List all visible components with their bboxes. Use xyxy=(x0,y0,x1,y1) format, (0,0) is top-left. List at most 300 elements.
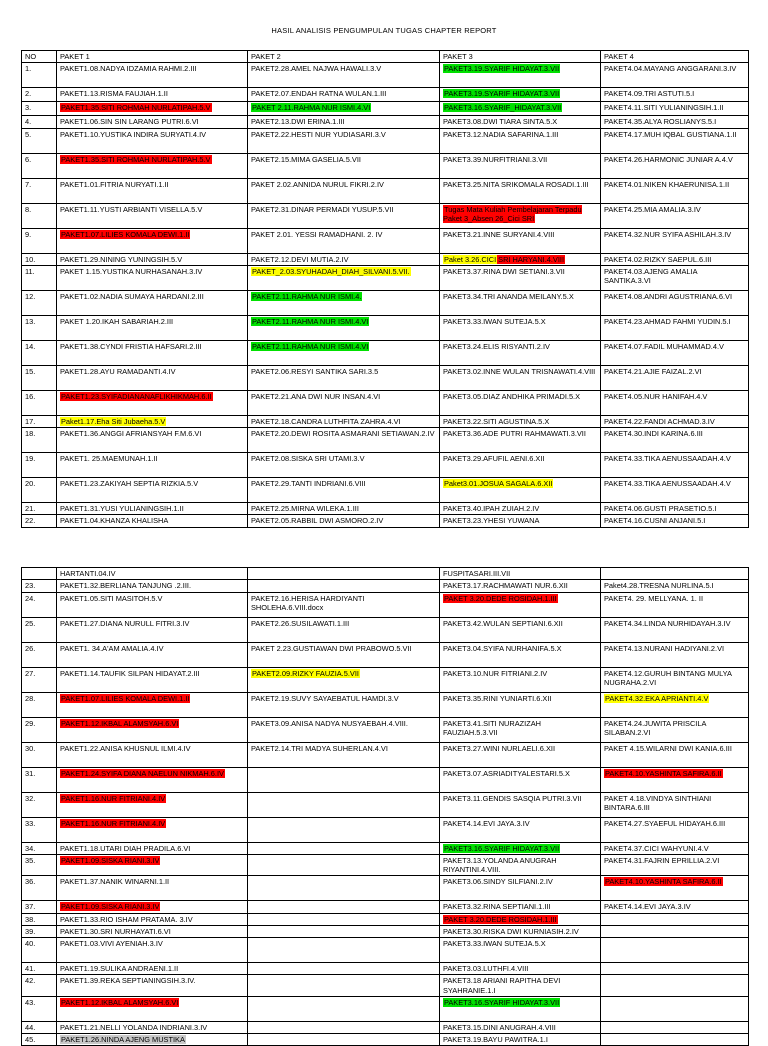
cell-text: PAKET1.09.SISKA RIANI.3.IV xyxy=(61,855,160,865)
cell-text: PAKET1.01.FITRIA NURYATI.1.II xyxy=(60,179,169,189)
table-row xyxy=(22,592,749,617)
cell-text: PAKET1.36.ANGGI AFRIANSYAH F.M.6.VI xyxy=(60,429,202,438)
cell-text: PAKET 3.20.DEDE ROSIDAH.1.III xyxy=(444,914,557,924)
cell-paket-4 xyxy=(601,580,749,592)
cell-text: PAKET2.21.ANA DWI NUR INSAN.4.VI xyxy=(251,391,381,401)
cell-paket-1 xyxy=(57,515,248,527)
cell-text: PAKET1.35.SITI ROHMAH NURLATIPAH.5.V xyxy=(61,103,211,113)
row-number: 21. xyxy=(22,503,57,515)
row-number: 20. xyxy=(22,478,57,503)
cell-paket-1 xyxy=(57,128,248,153)
cell-text: PAKET3.36.ADE PUTRI RAHMAWATI.3.VII xyxy=(443,429,586,438)
row-number xyxy=(22,568,57,580)
row-number: 29. xyxy=(22,717,57,742)
cell-paket-4 xyxy=(601,901,749,913)
cell-paket-2 xyxy=(248,901,440,913)
cell-paket-4 xyxy=(601,178,749,203)
cell-text: PAKET3.05.DIAZ ANDHIKA PRIMADI.5.X xyxy=(443,391,581,401)
cell-paket-2 xyxy=(248,415,440,427)
cell-paket-2 xyxy=(248,253,440,265)
cell-text: PAKET4.35.ALYA ROSLIANYS.5.I xyxy=(604,117,717,127)
cell-paket-1 xyxy=(57,975,248,997)
header-paket-2: PAKET 2 xyxy=(248,51,440,63)
cell-text: PAKET4.09.TRI ASTUTI.5.I xyxy=(604,89,695,99)
cell-text: PAKET2.07.ENDAH RATNA WULAN.1.III xyxy=(251,89,387,99)
cell-paket-3 xyxy=(440,128,601,153)
cell-paket-3 xyxy=(440,717,601,742)
cell-text: PAKET2.11.RAHMA NUR ISMI.4.VI xyxy=(252,316,369,326)
cell-paket-4 xyxy=(601,667,749,692)
table-row xyxy=(22,315,749,340)
header-no: NO xyxy=(22,51,57,63)
row-number: 24. xyxy=(22,592,57,617)
cell-paket-4 xyxy=(601,290,749,315)
cell-text: PAKET1.18.UTARI DIAH PRADILA.6.VI xyxy=(60,843,191,853)
cell-text: PAKET4.16.CUSNI ANJANI.5.I xyxy=(604,516,706,526)
cell-text: PAKET4.04.MAYANG ANGGARANI.3.IV xyxy=(604,64,737,74)
cell-paket-1 xyxy=(57,842,248,854)
table-row xyxy=(22,642,749,667)
cell-text: PAKET4.14.EVI JAYA.3.IV xyxy=(604,902,691,912)
cell-paket-3 xyxy=(440,842,601,854)
cell-paket-4 xyxy=(601,1034,749,1046)
cell-text: PAKET2.15.MIMA GASELIA.5.VII xyxy=(251,154,361,164)
table-row xyxy=(22,178,749,203)
row-number: 30. xyxy=(22,742,57,767)
cell-text: PAKET 2.01. YESSI RAMADHANI. 2. IV xyxy=(251,229,383,239)
cell-paket-1 xyxy=(57,478,248,503)
cell-text: PAKET3.35.RINI YUNIARTI.6.XII xyxy=(443,693,552,703)
cell-paket-4 xyxy=(601,453,749,478)
cell-paket-1 xyxy=(57,453,248,478)
cell-text: PAKET1.02.NADIA SUMAYA HARDANI.2.III xyxy=(60,291,204,301)
table-row xyxy=(22,253,749,265)
table-row xyxy=(22,290,749,315)
cell-text: PAKET2.29.TANTI INDRIANI.6.VIII xyxy=(251,479,366,488)
cell-text: PAKET1.27.DIANA NURULL FITRI.3.IV xyxy=(60,618,190,628)
row-number: 31. xyxy=(22,767,57,792)
cell-text: PAKET1.24.SYIFA DIANA NAELUN NIKMAH.6.IV xyxy=(61,768,224,778)
row-number: 3. xyxy=(22,102,57,116)
cell-text: PAKET4.32.EKA APRIANTI.4.V xyxy=(605,693,709,703)
cell-paket-1 xyxy=(57,253,248,265)
row-number: 22. xyxy=(22,515,57,527)
cell-paket-1 xyxy=(57,938,248,963)
cell-paket-4 xyxy=(601,228,749,253)
cell-text: PAKET 4.18.VINDYA SINTHIANI BINTARA.6.III xyxy=(604,793,712,812)
cell-paket-2 xyxy=(248,340,440,365)
cell-paket-4 xyxy=(601,415,749,427)
cell-paket-3 xyxy=(440,817,601,842)
cell-text: PAKET4.07.FADIL MUHAMMAD.4.V xyxy=(604,341,724,351)
cell-text: PAKET1.07.LILIES KOMALA DEWI.1.II xyxy=(61,693,190,703)
cell-text: PAKET4. 29. MELLYANA. 1. II xyxy=(604,593,703,603)
cell-paket-3 xyxy=(440,667,601,692)
cell-paket-4 xyxy=(601,515,749,527)
cell-paket-2 xyxy=(248,913,440,925)
row-number: 38. xyxy=(22,913,57,925)
cell-text: PAKET1.28.AYU RAMADANTI.4.IV xyxy=(60,366,176,376)
cell-paket-2 xyxy=(248,817,440,842)
cell-text: PAKET4.06.GUSTI PRASETIO.5.I xyxy=(604,504,717,513)
cell-paket-3 xyxy=(440,453,601,478)
cell-paket-3 xyxy=(440,876,601,901)
cell-paket-2 xyxy=(248,642,440,667)
cell-paket-1 xyxy=(57,153,248,178)
cell-paket-4 xyxy=(601,340,749,365)
cell-paket-3 xyxy=(440,153,601,178)
cell-text: PAKET4.08.ANDRI AGUSTRIANA.6.VI xyxy=(604,291,733,301)
cell-paket-1 xyxy=(57,742,248,767)
table-row xyxy=(22,742,749,767)
cell-paket-2 xyxy=(248,667,440,692)
cell-text: PAKET1.11.YUSTI ARBIANTI VISELLA.5.V xyxy=(60,204,203,214)
cell-text: PAKET 4.15.WILARNI DWI KANIA.6.III xyxy=(604,743,732,753)
cell-text: PAKET3.30.RISKA DWI KURNIASIH.2.IV xyxy=(443,926,579,936)
cell-paket-4 xyxy=(601,1021,749,1033)
row-number: 44. xyxy=(22,1021,57,1033)
cell-paket-1 xyxy=(57,925,248,937)
cell-paket-2 xyxy=(248,390,440,415)
cell-text: PAKET4.11.SITI YULIANINGSIH.1.II xyxy=(604,103,724,113)
cell-text: PAKET4.17.MUH IQBAL GUSTIANA.1.II xyxy=(604,129,737,139)
table-row xyxy=(22,365,749,390)
table-row xyxy=(22,453,749,478)
cell-paket-4 xyxy=(601,315,749,340)
cell-paket-3 xyxy=(440,938,601,963)
cell-text: PAKET3.08.DWI TIARA SINTA.5.X xyxy=(443,117,558,127)
cell-text: PAKET 2.02.ANNIDA NURUL FIKRI.2.IV xyxy=(251,179,384,189)
cell-paket-1 xyxy=(57,428,248,453)
cell-paket-1 xyxy=(57,116,248,128)
cell-paket-1 xyxy=(57,503,248,515)
cell-paket-2 xyxy=(248,63,440,88)
cell-text: PAKET3.17.RACHMAWATI NUR.6.XII xyxy=(443,581,568,591)
cell-text: PAKET3.13.YOLANDA ANUGRAH RIYANTINI.4.VIII. xyxy=(443,855,557,874)
cell-paket-2 xyxy=(248,742,440,767)
row-number: 13. xyxy=(22,315,57,340)
cell-text: PAKET2.18.CANDRA LUTHFITA ZAHRA.4.VI xyxy=(251,416,401,426)
cell-text: HARTANTI.04.IV xyxy=(60,569,116,578)
cell-text: PAKET4.01.NIKEN KHAERUNISA.1.II xyxy=(604,179,730,189)
cell-paket-1 xyxy=(57,792,248,817)
cell-paket-2 xyxy=(248,178,440,203)
cell-paket-3 xyxy=(440,925,601,937)
cell-paket-4 xyxy=(601,390,749,415)
row-number: 14. xyxy=(22,340,57,365)
cell-text: PAKET1.05.SITI MASITOH.5.V xyxy=(60,593,163,603)
cell-text: PAKET2.28.AMEL NAJWA HAWALI.3.V xyxy=(251,64,382,74)
cell-text: PAKET1.21.NELLI YOLANDA INDRIANI.3.IV xyxy=(60,1022,208,1032)
cell-paket-2 xyxy=(248,128,440,153)
table-header-row xyxy=(22,51,749,63)
cell-paket-3 xyxy=(440,253,601,265)
cell-text: PAKET3.07.ASRIADITYALESTARI.5.X xyxy=(443,768,570,778)
cell-paket-2 xyxy=(248,617,440,642)
cell-text: PAKET 3.20.DEDE ROSIDAH.1.III xyxy=(444,593,557,603)
cell-paket-2 xyxy=(248,717,440,742)
cell-paket-1 xyxy=(57,63,248,88)
cell-text: PAKET4.33.TIKA AENUSSAADAH.4.V xyxy=(604,479,731,488)
cell-paket-3 xyxy=(440,178,601,203)
cell-text: PAKET3.25.NITA SRIKOMALA ROSADI.1.III xyxy=(443,179,589,189)
table-row xyxy=(22,692,749,717)
cell-paket-2 xyxy=(248,580,440,592)
cell-text: PAKET 2.23.GUSTIAWAN DWI PRABOWO.5.VII xyxy=(251,643,412,653)
cell-paket-1 xyxy=(57,817,248,842)
cell-paket-1 xyxy=(57,580,248,592)
cell-text: PAKET3.16.SYARIF_HIDAYAT.3.VII xyxy=(444,103,562,113)
row-number: 9. xyxy=(22,228,57,253)
cell-paket-2 xyxy=(248,228,440,253)
cell-paket-3 xyxy=(440,290,601,315)
cell-paket-1 xyxy=(57,265,248,290)
cell-text: PAKET4.25.MIA AMALIA.3.IV xyxy=(604,204,701,214)
table-row xyxy=(22,1021,749,1033)
cell-paket-1 xyxy=(57,1021,248,1033)
row-number: 41. xyxy=(22,963,57,975)
cell-paket-4 xyxy=(601,265,749,290)
cell-text: PAKET3.33.IWAN SUTEJA.5.X xyxy=(443,316,546,326)
cell-paket-4 xyxy=(601,88,749,102)
cell-paket-3 xyxy=(440,1034,601,1046)
cell-text: PAKET1.13.RISMA FAUJIAH.1.II xyxy=(60,89,168,99)
cell-paket-3 xyxy=(440,88,601,102)
cell-text: PAKET4.34.LINDA NURHIDAYAH.3.IV xyxy=(604,618,731,628)
cell-paket-2 xyxy=(248,265,440,290)
cell-paket-1 xyxy=(57,102,248,116)
cell-text: PAKET1.37.NANIK WINARNI.1.II xyxy=(60,877,170,887)
table-row xyxy=(22,265,749,290)
cell-text: PAKET2.16.HERISA HARDIYANTI SHOLEHA.6.VIII.docx xyxy=(251,593,365,612)
cell-paket-2 xyxy=(248,290,440,315)
cell-paket-3 xyxy=(440,913,601,925)
row-number: 42. xyxy=(22,975,57,997)
cell-paket-2 xyxy=(248,515,440,527)
cell-text: PAKET1.07.LILIES KOMALA DEWI.1.II xyxy=(61,229,190,239)
cell-text: PAKET1.31.YUSI YULIANINGSIH.1.II xyxy=(60,504,184,513)
document-title: HASIL ANALISIS PENGUMPULAN TUGAS CHAPTER REPORT xyxy=(271,26,497,35)
cell-paket-4 xyxy=(601,102,749,116)
row-number: 2. xyxy=(22,88,57,102)
cell-paket-2 xyxy=(248,767,440,792)
cell-text: PAKET1.19.SULIKA ANDRAENI.1.II xyxy=(60,964,179,973)
cell-paket-2 xyxy=(248,925,440,937)
table-row xyxy=(22,428,749,453)
cell-paket-4 xyxy=(601,996,749,1021)
cell-text: PAKET1.32.BERLIANA TANJUNG .2.III. xyxy=(60,581,192,591)
cell-paket-4 xyxy=(601,717,749,742)
cell-text: PAKET1. 34.A'AM AMALIA.4.IV xyxy=(60,643,164,653)
cell-paket-3 xyxy=(440,428,601,453)
table-row xyxy=(22,975,749,997)
cell-text: PAKET3.04.SYIFA NURHANIFA.5.X xyxy=(443,643,562,653)
cell-text: PAKET2.25.MIRNA WILEKA.1.III xyxy=(251,504,359,513)
cell-paket-3 xyxy=(440,203,601,228)
cell-text: PAKET1.10.YUSTIKA INDIRA SURYATI.4.IV xyxy=(60,129,207,139)
cell-paket-3 xyxy=(440,692,601,717)
cell-text: PAKET1.12.IKBAL ALAMSYAH.6.VI xyxy=(61,718,179,728)
cell-text: PAKET4.10.YASHINTA SAFIRA.6.II xyxy=(605,768,722,778)
cell-text: PAKET1.22.ANISA KHUSNUL ILMI.4.IV xyxy=(60,743,191,753)
cell-text: PAKET1.33.RIO ISHAM PRATAMA. 3.IV xyxy=(60,914,193,924)
cell-text: PAKET3.19.SYARIF HIDAYAT.3.VII xyxy=(444,64,560,74)
cell-paket-1 xyxy=(57,390,248,415)
table-row xyxy=(22,817,749,842)
cell-paket-3 xyxy=(440,63,601,88)
cell-text: PAKET3.24.ELIS RISYANTI.2.IV xyxy=(443,341,550,351)
cell-paket-4 xyxy=(601,642,749,667)
row-number: 16. xyxy=(22,390,57,415)
cell-paket-3 xyxy=(440,116,601,128)
cell-paket-1 xyxy=(57,568,248,580)
cell-paket-2 xyxy=(248,365,440,390)
cell-paket-2 xyxy=(248,938,440,963)
table-row xyxy=(22,580,749,592)
cell-text: PAKET1.26.NINDA AJENG MUSTIKA xyxy=(61,1035,185,1044)
cell-paket-2 xyxy=(248,1021,440,1033)
table-row xyxy=(22,116,749,128)
cell-paket-4 xyxy=(601,792,749,817)
table-row xyxy=(22,792,749,817)
cell-paket-3 xyxy=(440,568,601,580)
cell-paket-4 xyxy=(601,428,749,453)
cell-paket-2 xyxy=(248,792,440,817)
cell-text: PAKET3.19.SYARIF HIDAYAT.3.VII xyxy=(444,89,560,99)
cell-paket-4 xyxy=(601,63,749,88)
cell-text: PAKET1.08.NADYA IDZAMIA RAHMI.2.III xyxy=(60,64,197,74)
row-number: 39. xyxy=(22,925,57,937)
row-number: 35. xyxy=(22,854,57,876)
cell-paket-3 xyxy=(440,580,601,592)
row-number: 4. xyxy=(22,116,57,128)
cell-paket-4 xyxy=(601,925,749,937)
table-row xyxy=(22,767,749,792)
cell-paket-2 xyxy=(248,315,440,340)
cell-text: PAKET2.14.TRI MADYA SUHERLAN.4.VI xyxy=(251,743,388,753)
cell-paket-4 xyxy=(601,876,749,901)
cell-text: PAKET1.23.ZAKIYAH SEPTIA RIZKIA.5.V xyxy=(60,479,199,488)
cell-text: PAKET2.09.RIZKY FAUZIA.5.VII xyxy=(252,668,359,678)
cell-paket-4 xyxy=(601,592,749,617)
cell-paket-3 xyxy=(440,742,601,767)
cell-paket-2 xyxy=(248,996,440,1021)
cell-paket-1 xyxy=(57,901,248,913)
cell-text: PAKET2.22.HESTI NUR YUDIASARI.3.V xyxy=(251,129,386,139)
cell-text: PAKET1.04.KHANZA KHALISHA xyxy=(60,516,169,526)
cell-paket-1 xyxy=(57,717,248,742)
cell-text: PAKET3.34.TRI ANANDA MEILANY.5.X xyxy=(443,291,574,301)
table-row xyxy=(22,102,749,116)
cell-text: PAKET1.06.SIN SIN LARANG PUTRI.6.VI xyxy=(60,117,199,127)
cell-text: PAKET4.27.SYAEFUL HIDAYAH.6.III xyxy=(604,818,726,828)
cell-paket-1 xyxy=(57,963,248,975)
cell-paket-3 xyxy=(440,102,601,116)
cell-text: PAKET3.06.SINDY SILFIANI.2.IV xyxy=(443,877,553,887)
cell-text: PAKET2.13.DWI ERINA.1.III xyxy=(251,117,345,127)
cell-text: PAKET4.26.HARMONIC JUNIAR A.4.V xyxy=(604,154,733,164)
cell-paket-3 xyxy=(440,365,601,390)
submission-table-2 xyxy=(21,567,749,1046)
cell-paket-4 xyxy=(601,842,749,854)
cell-text: PAKET3.10.NUR FITRIANI.2.IV xyxy=(443,668,548,678)
table-row xyxy=(22,478,749,503)
table-row xyxy=(22,390,749,415)
cell-paket-1 xyxy=(57,315,248,340)
cell-text: Paket3.01.JOSUA SAGALA.6.XII xyxy=(444,479,553,488)
table-body-1 xyxy=(22,63,749,527)
cell-text: PAKET1.35.SITI ROHMAH NURLATIPAH.5.V xyxy=(61,154,211,164)
cell-paket-1 xyxy=(57,996,248,1021)
cell-paket-2 xyxy=(248,975,440,997)
cell-text: PAKET1.12.IKBAL ALAMSYAH.6.VI xyxy=(61,997,179,1007)
cell-text: PAKET1.16.NUR FITRIANI.4.IV xyxy=(61,818,166,828)
cell-text: PAKET3.09.ANISA NADYA NUSYAEBAH.4.VIII. xyxy=(251,718,408,728)
cell-paket-4 xyxy=(601,692,749,717)
cell-paket-4 xyxy=(601,153,749,178)
cell-paket-1 xyxy=(57,692,248,717)
cell-text: PAKET3.11.GENDIS SASQIA PUTRI.3.VII xyxy=(443,793,582,803)
cell-text: PAKET1.16.NUR FITRIANI.4.IV xyxy=(61,793,166,803)
cell-paket-3 xyxy=(440,265,601,290)
cell-paket-2 xyxy=(248,842,440,854)
cell-text: PAKET2.19.SUVY SAYAEBATUL HAMDI.3.V xyxy=(251,693,399,703)
table-row xyxy=(22,340,749,365)
header-paket-1: PAKET 1 xyxy=(57,51,248,63)
cell-paket-3 xyxy=(440,478,601,503)
row-number: 43. xyxy=(22,996,57,1021)
row-number: 12. xyxy=(22,290,57,315)
cell-text: PAKET2.31.DINAR PERMADI YUSUP.5.VII xyxy=(251,204,394,214)
cell-text: Paket1.17.Eha Siti Jubaeha.5.V xyxy=(61,416,166,426)
cell-paket-3 xyxy=(440,901,601,913)
cell-paket-4 xyxy=(601,975,749,997)
row-number: 26. xyxy=(22,642,57,667)
cell-paket-3 xyxy=(440,515,601,527)
row-number: 17. xyxy=(22,415,57,427)
cell-text: PAKET3.16.SYARIF HIDAYAT.3.VII xyxy=(444,997,560,1007)
table-row xyxy=(22,153,749,178)
cell-text: PAKET2.12.DEVI MUTIA.2.IV xyxy=(251,254,349,264)
row-number: 27. xyxy=(22,667,57,692)
cell-text: PAKET3.15.DINI ANUGRAH.4.VIII xyxy=(443,1022,556,1032)
cell-text: PAKET4.32.NUR SYIFA ASHILAH.3.IV xyxy=(604,229,732,239)
cell-paket-1 xyxy=(57,228,248,253)
cell-text: PAKET4.21.AJIE FAIZAL.2.VI xyxy=(604,366,702,376)
cell-text: PAKET3.03.LUTHFI.4.VIII xyxy=(443,964,529,973)
cell-text: PAKET1.23.SYIFADIANANAFLIKHIKMAH.6.II xyxy=(61,391,212,401)
cell-text: PAKET3.16.SYARIF HIDAYAT.3.VII xyxy=(444,843,560,853)
row-number: 23. xyxy=(22,580,57,592)
submission-table-1 xyxy=(21,50,749,528)
cell-paket-2 xyxy=(248,88,440,102)
cell-text: PAKET 1.15.YUSTIKA NURHASANAH.3.IV xyxy=(60,266,203,276)
row-number: 10. xyxy=(22,253,57,265)
cell-paket-2 xyxy=(248,203,440,228)
cell-paket-3 xyxy=(440,854,601,876)
cell-paket-1 xyxy=(57,203,248,228)
cell-paket-1 xyxy=(57,642,248,667)
table-row xyxy=(22,913,749,925)
row-number: 11. xyxy=(22,265,57,290)
cell-paket-3 xyxy=(440,503,601,515)
cell-paket-2 xyxy=(248,592,440,617)
cell-text: FUSPITASARI.III.VII xyxy=(443,569,511,578)
cell-text: PAKET3.33.IWAN SUTEJA.5.X xyxy=(443,939,546,948)
cell-text: PAKET4.13.NURANI HADIYANI.2.VI xyxy=(604,643,725,653)
cell-paket-2 xyxy=(248,116,440,128)
cell-text: PAKET4.22.FANDI ACHMAD.3.IV xyxy=(604,416,715,426)
